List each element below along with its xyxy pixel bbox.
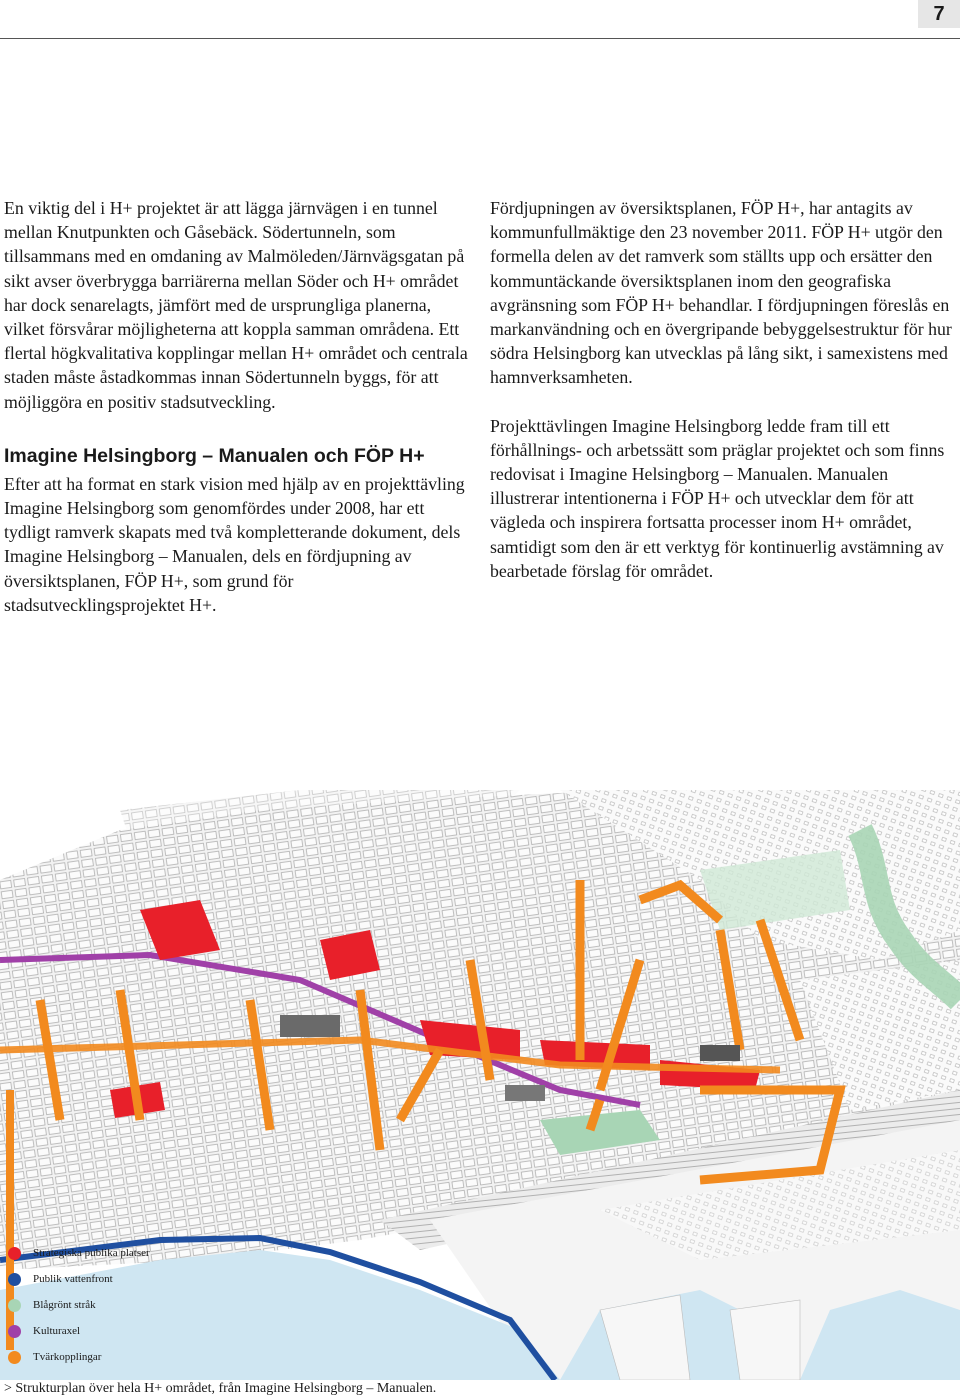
- map-legend: [8, 1240, 150, 1370]
- legend-label: Strategiska publika platser: [33, 1247, 150, 1259]
- legend-item: [8, 1344, 150, 1370]
- header-rule: [0, 38, 960, 39]
- legend-item: [8, 1266, 150, 1292]
- legend-item: [8, 1240, 150, 1266]
- legend-swatch: [8, 1351, 21, 1364]
- legend-swatch: [8, 1273, 21, 1286]
- legend-item: [8, 1292, 150, 1318]
- legend-label: Tvärkopplingar: [33, 1351, 102, 1363]
- section-heading: Imagine Helsingborg – Manualen och FÖP H+: [4, 444, 425, 467]
- left-column: [4, 196, 468, 617]
- legend-swatch: [8, 1299, 21, 1312]
- right-paragraph-1: Fördjupningen av översiktsplanen, FÖP H+, har antagits av kommunfullmäktige den 23 november 2011. FÖP H+ utgör den formella delen av det ramverk som ställts upp och ersätter den kommuntäckande översiktsplanen inom den geografiska avgränsning som FÖP H+ behandlar. I fördjupningen föreslås en markanvändning och en övergripande bebyggelsestruktur för hur södra Helsingborg kan utvecklas på lång sikt, i samexistens med hamnverksamheten.: [490, 198, 952, 388]
- page-number: 7: [918, 0, 960, 28]
- legend-item: [8, 1318, 150, 1344]
- legend-label: Blågrönt stråk: [33, 1299, 96, 1311]
- left-paragraph-1: En viktig del i H+ projektet är att lägga järnvägen i en tunnel mellan Knutpunkten och Gåsebäck. Södertunneln, som tillsammans med en omdaning av Malmöleden/Järnvägsgatan på sikt avser överbrygga barriärerna mellan Söder och H+ området har dock senarelagts, jämfört med de ursprungliga planerna, vilket försvårar möjligheterna att koppla samman områdena. Ett flertal högkvalitativa kopplingar mellan H+ området och centrala staden måste åstadkommas innan Södertunneln byggs, för att möjliggöra en positiv stadsutveckling.: [4, 198, 468, 412]
- left-paragraph-2: Efter att ha format en stark vision med hjälp av en projekttävling Imagine Helsingborg som genomfördes under 2008, har ett tydligt ramverk skapats med två kompletterande dokument, dels Imagine Helsingborg – Manualen, dels en fördjupning av översiktsplanen, FÖP H+, som grund för stadsutvecklingsprojektet H+.: [4, 473, 465, 615]
- legend-label: Publik vattenfront: [33, 1273, 113, 1285]
- legend-swatch: [8, 1247, 21, 1260]
- legend-swatch: [8, 1325, 21, 1338]
- right-paragraph-2: Projekttävlingen Imagine Helsingborg ledde fram till ett förhållnings- och arbetssätt som präglar projektet och som finns redovisat i Imagine Helsingborg – Manualen. Manualen illustrerar intentionerna i FÖP H+ och utvecklar dem för att vägleda och inspirera fortsatta processer inom H+ området, samtidigt som den är ett verktyg för kontinuerlig avstämning av bearbetade förslag för området.: [490, 415, 945, 581]
- figure-caption: > Strukturplan över hela H+ området, från Imagine Helsingborg – Manualen.: [4, 1381, 437, 1396]
- legend-label: Kulturaxel: [33, 1325, 81, 1337]
- right-column: [490, 196, 952, 583]
